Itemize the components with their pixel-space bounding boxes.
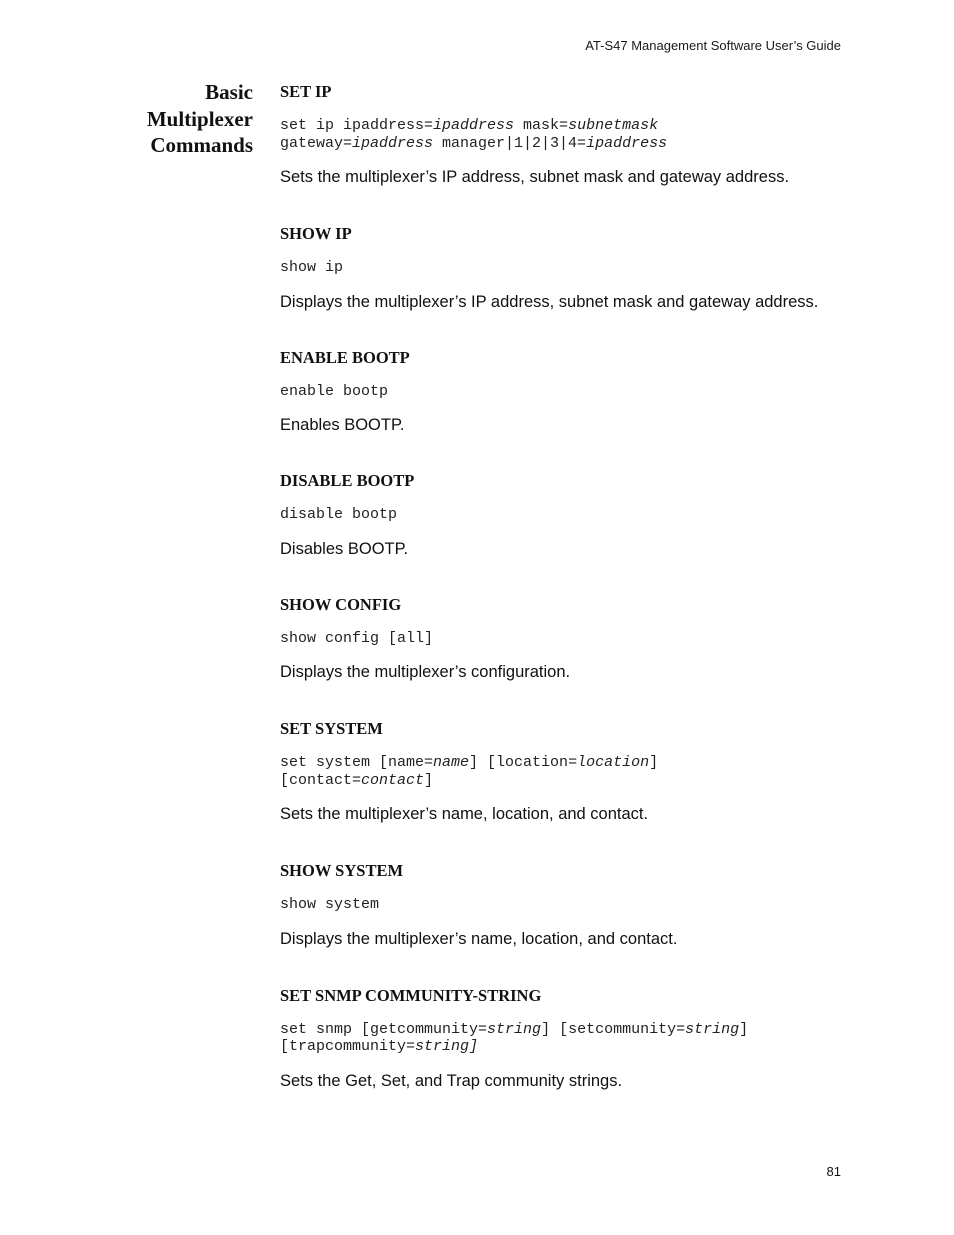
command-description: Disables BOOTP. [280,539,409,558]
running-header: AT-S47 Management Software User’s Guide [585,38,841,53]
command-heading: SET SYSTEM [280,719,383,738]
syntax-line [280,772,850,790]
syntax-line [280,117,850,135]
section-title [100,79,253,159]
syntax-text: ] [649,754,659,771]
syntax-argument: name [433,754,470,771]
syntax-text: show ip [280,259,344,276]
command-syntax [280,754,850,789]
command-syntax [280,896,850,914]
syntax-line [280,135,850,153]
syntax-argument: contact [361,771,425,789]
syntax-line [280,630,850,648]
syntax-text: set ip ipaddress= [280,117,434,134]
syntax-text: enable bootp [280,382,389,400]
command-heading: SHOW CONFIG [280,594,402,614]
syntax-argument: string [487,1020,542,1038]
syntax-line [280,383,850,401]
syntax-argument: subnetmask [568,117,659,134]
page-number: 81 [826,1164,841,1179]
command-list [280,82,850,1091]
command-syntax [280,117,850,152]
section-title-line: Commands [150,133,253,157]
command-heading: DISABLE BOOTP [280,471,415,490]
syntax-text: ] [739,1020,749,1038]
command-description: Sets the multiplexer’s IP address, subnet mask and gateway address. [280,168,790,186]
syntax-argument: ipaddress [586,134,668,152]
syntax-text: [contact= [280,771,362,789]
command-syntax [280,506,850,524]
syntax-line [280,259,850,277]
command-description: Displays the multiplexer’s name, location, and contact. [280,929,678,948]
command-entry [280,82,850,187]
syntax-text: manager|1|2|3|4= [433,134,587,152]
syntax-line [280,1038,850,1056]
command-entry [280,986,850,1091]
command-syntax [280,259,850,277]
syntax-text: set system [name= [280,754,434,771]
syntax-text: ] [424,771,434,789]
syntax-argument: location [577,754,650,771]
command-entry [280,595,850,683]
syntax-text: ] [setcommunity= [541,1020,686,1038]
syntax-text: show config [all] [280,629,434,647]
command-entry [280,224,850,312]
syntax-argument: ipaddress [433,117,515,134]
command-entry [280,861,850,949]
syntax-text: show system [280,896,380,913]
command-heading: SHOW SYSTEM [280,861,404,880]
command-heading: SHOW IP [280,224,352,243]
command-entry [280,471,850,559]
syntax-argument: string] [415,1038,479,1055]
command-description: Enables BOOTP. [280,416,405,434]
syntax-text: set snmp [getcommunity= [280,1020,488,1038]
command-syntax [280,630,850,648]
command-description: Sets the Get, Set, and Trap community strings. [280,1071,623,1090]
command-entry [280,348,850,436]
section-title-line: Multiplexer [146,106,253,131]
syntax-text: gateway= [280,134,353,152]
command-heading: SET IP [280,82,332,101]
command-heading: ENABLE BOOTP [280,347,410,367]
syntax-line [280,506,850,524]
syntax-argument: ipaddress [352,134,434,152]
command-syntax [280,1021,850,1056]
command-description: Displays the multiplexer’s IP address, subnet mask and gateway address. [280,292,819,311]
command-description: Sets the multiplexer’s name, location, and contact. [280,805,649,823]
syntax-text: mask= [514,117,569,134]
syntax-line [280,896,850,914]
syntax-text: disable bootp [280,506,398,523]
syntax-text: ] [location= [469,754,578,771]
syntax-line [280,754,850,772]
command-syntax [280,383,850,401]
section-title-line: Basic [205,80,253,104]
command-description: Displays the multiplexer’s configuration. [280,663,571,681]
syntax-text: [trapcommunity= [280,1038,416,1055]
command-entry [280,719,850,824]
syntax-line [280,1021,850,1039]
command-heading: SET SNMP COMMUNITY-STRING [280,985,542,1005]
syntax-argument: string [685,1020,740,1038]
